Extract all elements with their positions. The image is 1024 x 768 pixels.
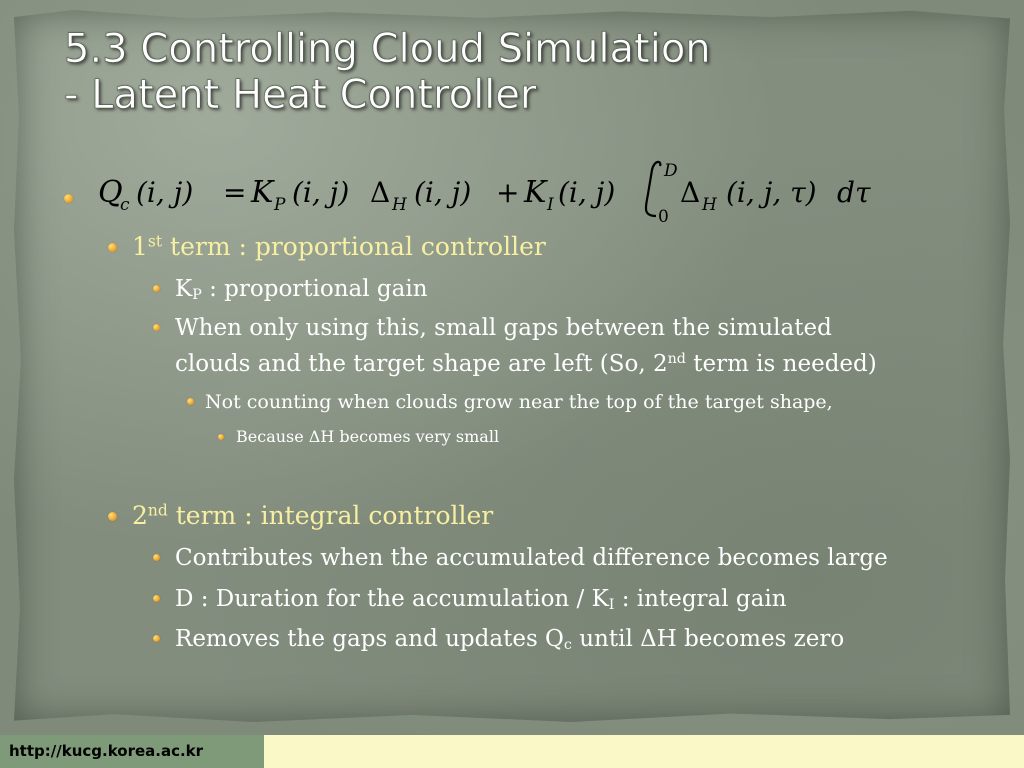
formula-integral-lower: 0 [658,207,669,224]
formula-kp: K [251,175,274,210]
formula-integrand-args: (i, j, τ) [726,176,817,209]
formula-delta-2-sub: H [702,195,717,215]
formula-plus: + [496,176,520,209]
formula-delta-2: Δ [680,176,701,209]
bullet-icon [153,285,160,292]
bullet-icon [108,512,117,521]
title-line-1: 5.3 Controlling Cloud Simulation [64,26,711,72]
bullet-icon [108,243,117,252]
bullet-icon [153,324,160,331]
kp-description: $K_P$ : proportional gain [175,276,428,303]
formula-delta-1: Δ [370,176,391,209]
duration-text: D : Duration for the accumulation / $K_I$ : integral gain [175,586,787,613]
formula-tau: τ [855,176,871,209]
term2-heading: 2nd term : integral controller [132,501,494,530]
url-box [0,735,264,768]
formula-q-sub: c [120,195,130,215]
formula-integral-upper: D [664,161,678,181]
bullet-icon [153,595,160,602]
footer-url-link[interactable]: http://kucg.korea.ac.kr [9,742,204,760]
formula-kp-sub: P [274,195,286,215]
formula-args-3: (i, j) [414,176,472,209]
latent-heat-formula [96,160,886,224]
not-counting-text: Not counting when clouds grow near the top of the target shape, [205,391,833,413]
formula-args-4: (i, j) [558,176,616,209]
term1-heading: 1st term : proportional controller [132,232,546,261]
contributes-text: Contributes when the accumulated difference becomes large [175,545,888,571]
gaps-line-1: When only using this, small gaps between the simulated [175,315,832,341]
formula-args-2: (i, j) [292,176,350,209]
bullet-icon [153,554,160,561]
bullet-icon [153,635,160,642]
removes-text: Removes the gaps and updates $Q_c$ until ΔH becomes zero [175,626,845,653]
bullet-icon [218,434,224,440]
formula-q: Q [98,175,123,210]
formula-delta-1-sub: H [392,195,407,215]
footer-bar [0,735,1024,768]
formula-args-1: (i, j) [136,176,194,209]
title-line-2: - Latent Heat Controller [64,72,537,118]
formula-equals: = [223,176,247,209]
bullet-icon [187,398,194,405]
formula-d: d [837,176,855,209]
because-text: Because ΔH becomes very small [236,427,500,446]
formula-ki: K [524,175,547,210]
gaps-line-2: clouds and the target shape are left (So, 2nd term is needed) [175,351,877,377]
formula-ki-sub: I [547,195,554,215]
bullet-icon [64,194,73,203]
